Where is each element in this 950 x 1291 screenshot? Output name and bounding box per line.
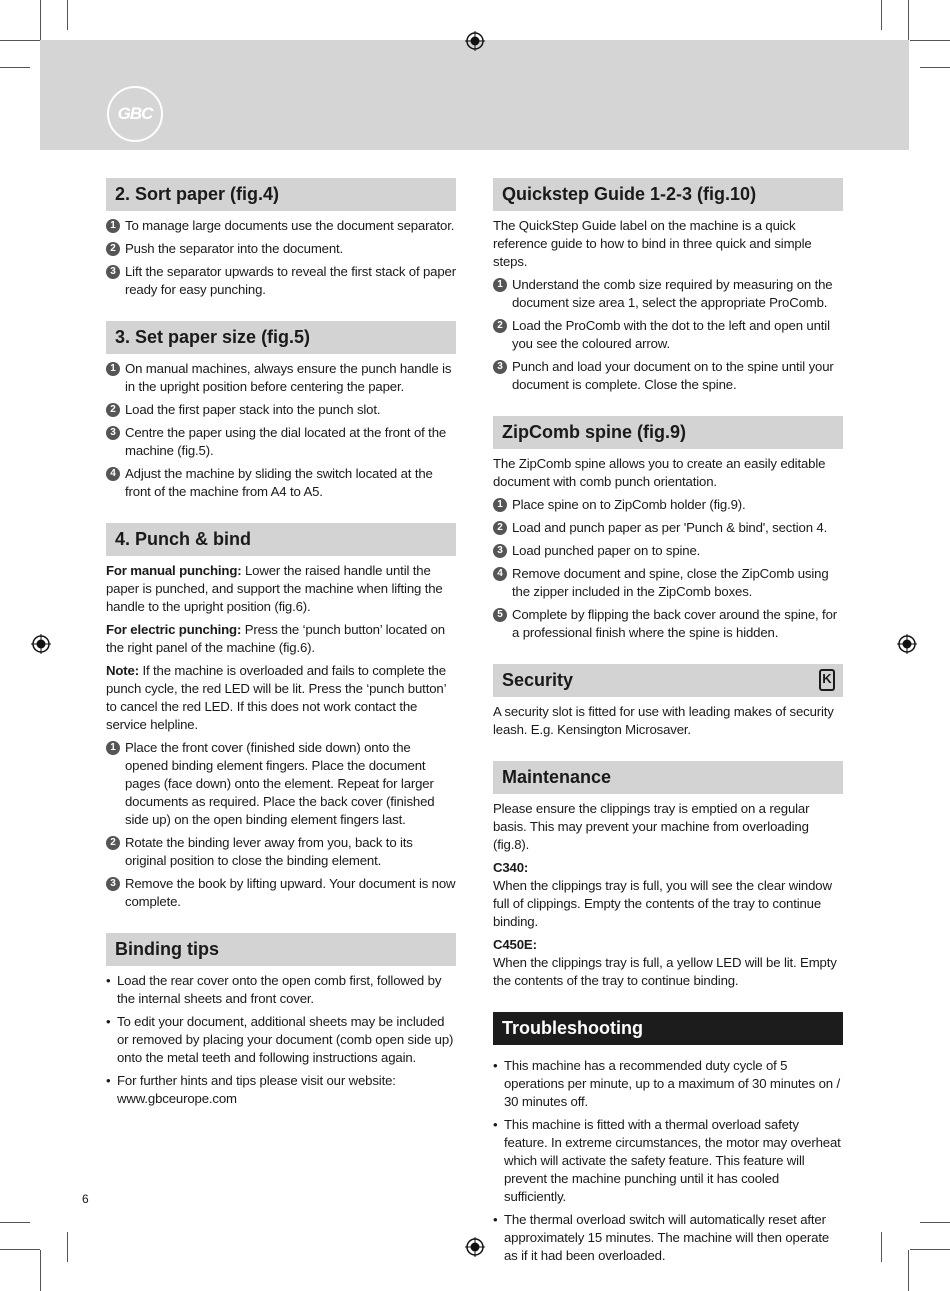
step-item (106, 739, 456, 829)
maintenance-section (493, 761, 843, 990)
step-text: Load and punch paper as per 'Punch & bind', section 4. (512, 520, 828, 535)
step-item (493, 317, 843, 353)
step-text: Punch and load your document on to the spine until your document is complete. Close the spine. (512, 359, 834, 392)
step-number-icon: 1 (106, 741, 120, 755)
troubleshooting-section (493, 1012, 843, 1265)
step-number-icon: 3 (106, 877, 120, 891)
step-text: Understand the comb size required by measuring on the document size area 1, select the appropriate ProComb. (512, 277, 833, 310)
punch-bind-section (106, 523, 456, 911)
section-title: Maintenance (493, 761, 843, 794)
intro-paragraph: The ZipComb spine allows you to create an easily editable document with comb punch orientation. (493, 456, 826, 489)
manual-punching-paragraph (106, 562, 456, 616)
step-item (106, 401, 456, 419)
crop-mark (0, 1249, 40, 1250)
section-title (493, 664, 843, 697)
quickstep-section (493, 178, 843, 394)
list-item: • For further hints and tips please visit our website: www.gbceurope.com (106, 1072, 456, 1108)
troubleshooting-list (493, 1057, 843, 1265)
step-item (106, 465, 456, 501)
step-number-icon: 2 (106, 242, 120, 256)
step-text: Lift the separator upwards to reveal the first stack of paper ready for easy punching. (125, 264, 456, 297)
step-text: Load punched paper on to spine. (512, 543, 701, 558)
kensington-lock-icon: K (819, 669, 835, 691)
step-item (106, 240, 456, 258)
steps-list (493, 496, 843, 642)
step-number-icon: 2 (106, 836, 120, 850)
c450e-paragraph: When the clippings tray is full, a yellow LED will be lit. Empty the contents of the tray to continue binding. (493, 955, 837, 988)
list-item: • This machine is fitted with a thermal overload safety feature. In extreme circumstances, the motor may overheat which will activate the safety feature. This feature will prevent the machine punching until it has cooled sufficiently. (493, 1116, 843, 1206)
crop-mark (0, 40, 40, 41)
intro-paragraph: The QuickStep Guide label on the machine is a quick reference guide to how to bind in three quick and simple steps. (493, 218, 812, 269)
step-item (106, 834, 456, 870)
manual-punching-text: Lower the raised handle until the paper is punched, and support the machine when lifting the handle to the upright position (fig.6). (106, 563, 443, 614)
step-text: Place the front cover (finished side down) onto the opened binding element fingers. Place the document pages (face down) onto the element. Repeat for larger documents as required. Place the back cover (finished side up) on the open binding element fingers last. (125, 740, 435, 827)
step-text: To manage large documents use the document separator. (125, 218, 455, 233)
crop-mark (0, 67, 30, 68)
page-number: 6 (82, 1192, 89, 1206)
step-text: Load the first paper stack into the punch slot. (125, 402, 381, 417)
registration-mark-icon (31, 634, 51, 654)
step-number-icon: 4 (106, 467, 120, 481)
steps-list (106, 360, 456, 501)
security-section (493, 664, 843, 739)
crop-mark (920, 67, 950, 68)
crop-mark (0, 1222, 30, 1223)
security-title-text: Security (502, 670, 574, 690)
step-item (106, 263, 456, 299)
step-text: Place spine on to ZipComb holder (fig.9). (512, 497, 746, 512)
step-text: Load the ProComb with the dot to the left and open until you see the coloured arrow. (512, 318, 830, 351)
list-item: • This machine has a recommended duty cycle of 5 operations per minute, up to a maximum of 30 minutes on / 30 minutes off. (493, 1057, 843, 1111)
crop-mark (910, 1249, 950, 1250)
step-text: On manual machines, always ensure the punch handle is in the upright position before centering the paper. (125, 361, 452, 394)
list-item: • The thermal overload switch will automatically reset after approximately 15 minutes. The machine will then operate as if it had been overloaded. (493, 1211, 843, 1265)
step-number-icon: 4 (493, 567, 507, 581)
crop-mark (908, 0, 909, 40)
step-text: Centre the paper using the dial located at the front of the machine (fig.5). (125, 425, 447, 458)
step-number-icon: 2 (106, 403, 120, 417)
electric-punching-text: Press the ‘punch button’ located on the right panel of the machine (fig.6). (106, 622, 445, 655)
section-title: Binding tips (106, 933, 456, 966)
registration-mark-icon (465, 31, 485, 51)
step-item (493, 542, 843, 560)
step-number-icon: 3 (493, 360, 507, 374)
step-number-icon: 1 (493, 498, 507, 512)
right-column (493, 178, 843, 1287)
crop-mark (881, 1232, 882, 1262)
crop-mark (67, 0, 68, 30)
paper-size-section (106, 321, 456, 501)
step-item (493, 358, 843, 394)
step-number-icon: 5 (493, 608, 507, 622)
registration-mark-icon (897, 634, 917, 654)
crop-mark (40, 1250, 41, 1291)
step-item (493, 496, 843, 514)
intro-paragraph: Please ensure the clippings tray is emptied on a regular basis. This may prevent your machine from overloading (fig.8). (493, 801, 810, 852)
crop-mark (40, 0, 41, 40)
step-text: Remove document and spine, close the ZipComb using the zipper included in the ZipComb boxes. (512, 566, 829, 599)
step-text: Rotate the binding lever away from you, back to its original position to close the binding element. (125, 835, 413, 868)
section-title: 4. Punch & bind (106, 523, 456, 556)
crop-mark (908, 1250, 909, 1291)
c340-label: C340: (493, 860, 529, 875)
note-text: If the machine is overloaded and fails to complete the punch cycle, the red LED will be lit. Press the ‘punch button’ to cancel the red LED. If this does not work contact the service helpline. (106, 663, 446, 732)
gbc-logo: GBC (107, 86, 163, 142)
step-text: Push the separator into the document. (125, 241, 344, 256)
step-number-icon: 3 (493, 544, 507, 558)
electric-punching-paragraph (106, 621, 456, 657)
step-number-icon: 3 (106, 426, 120, 440)
tips-list (106, 972, 456, 1108)
crop-mark (920, 1222, 950, 1223)
step-text: Complete by flipping the back cover around the spine, for a professional finish where the spine is hidden. (512, 607, 837, 640)
manual-punching-label: For manual punching: (106, 563, 242, 578)
step-text: Adjust the machine by sliding the switch located at the front of the machine from A4 to A5. (125, 466, 433, 499)
binding-tips-section (106, 933, 456, 1108)
header-band (40, 40, 909, 150)
crop-mark (881, 0, 882, 30)
step-number-icon: 1 (106, 362, 120, 376)
step-item (493, 519, 843, 537)
step-item (493, 276, 843, 312)
note-label: Note: (106, 663, 139, 678)
step-item (106, 424, 456, 460)
section-title: 3. Set paper size (fig.5) (106, 321, 456, 354)
steps-list (106, 217, 456, 299)
note-paragraph (106, 662, 456, 734)
step-number-icon: 2 (493, 521, 507, 535)
step-text: Remove the book by lifting upward. Your document is now complete. (125, 876, 456, 909)
step-number-icon: 1 (493, 278, 507, 292)
section-title: Quickstep Guide 1-2-3 (fig.10) (493, 178, 843, 211)
step-item (106, 217, 456, 235)
steps-list (106, 739, 456, 911)
step-number-icon: 1 (106, 219, 120, 233)
c340-paragraph: When the clippings tray is full, you will see the clear window full of clippings. Empty the contents of the tray to continue binding. (493, 878, 832, 929)
section-title: 2. Sort paper (fig.4) (106, 178, 456, 211)
step-number-icon: 3 (106, 265, 120, 279)
c450e-label: C450E: (493, 937, 537, 952)
registration-mark-icon (465, 1237, 485, 1257)
step-item (493, 606, 843, 642)
sort-paper-section (106, 178, 456, 299)
section-title: ZipComb spine (fig.9) (493, 416, 843, 449)
security-paragraph: A security slot is fitted for use with leading makes of security leash. E.g. Kensington Microsaver. (493, 704, 834, 737)
zipcomb-section (493, 416, 843, 642)
section-title: Troubleshooting (493, 1012, 843, 1045)
crop-mark (910, 40, 950, 41)
step-item (106, 360, 456, 396)
step-item (106, 875, 456, 911)
list-item: • Load the rear cover onto the open comb first, followed by the internal sheets and front cover. (106, 972, 456, 1008)
step-number-icon: 2 (493, 319, 507, 333)
left-column (106, 178, 456, 1130)
electric-punching-label: For electric punching: (106, 622, 242, 637)
step-item (493, 565, 843, 601)
list-item: • To edit your document, additional sheets may be included or removed by placing your document (comb open side up) onto the metal teeth and following instructions again. (106, 1013, 456, 1067)
steps-list (493, 276, 843, 394)
crop-mark (67, 1232, 68, 1262)
